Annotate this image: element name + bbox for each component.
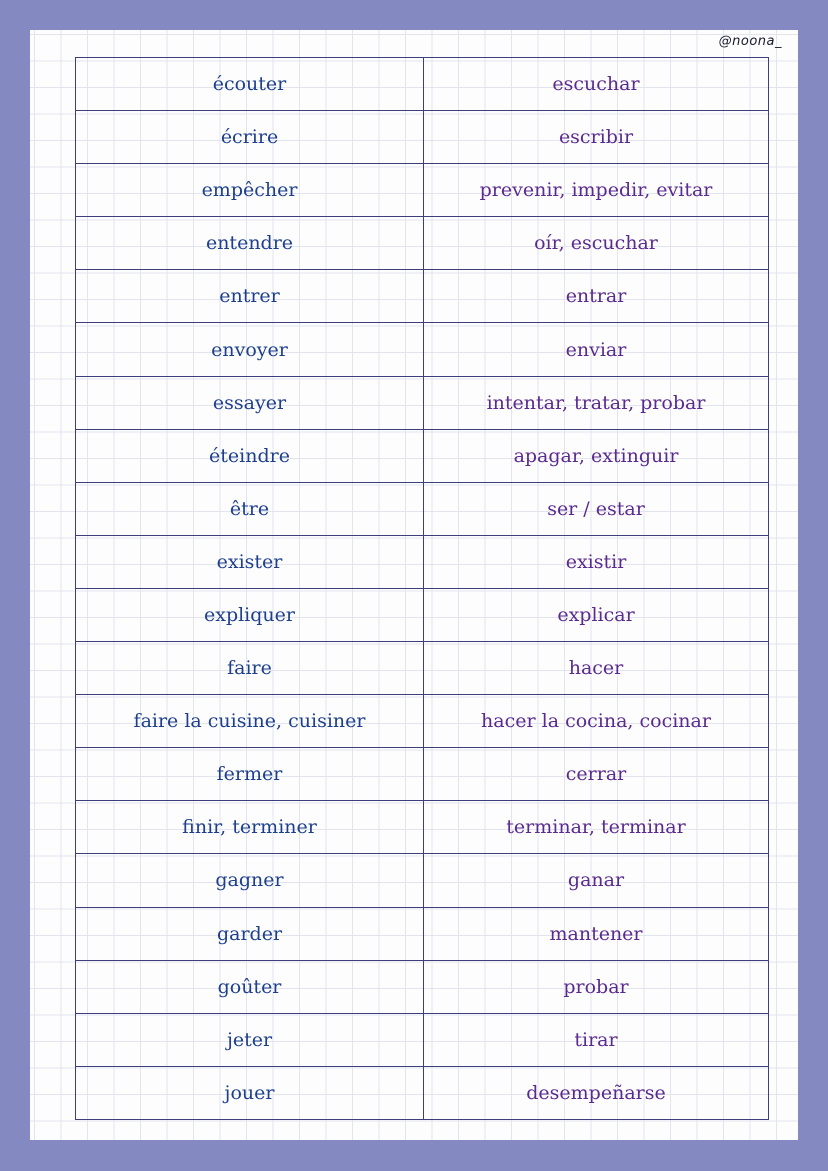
vocabulary-row [76, 854, 769, 907]
french-verb-cell: gagner [76, 854, 424, 907]
french-verb-cell: faire [76, 642, 424, 695]
french-verb-cell: garder [76, 907, 424, 960]
french-verb-cell: goûter [76, 960, 424, 1013]
spanish-translation-cell: prevenir, impedir, evitar [424, 164, 769, 217]
author-watermark: @noona_ [718, 34, 782, 49]
vocabulary-row [76, 588, 769, 641]
french-verb-cell: essayer [76, 376, 424, 429]
french-verb-cell: fermer [76, 748, 424, 801]
vocabulary-row [76, 58, 769, 111]
spanish-translation-cell: existir [424, 535, 769, 588]
french-verb-cell: expliquer [76, 588, 424, 641]
vocabulary-row [76, 323, 769, 376]
french-verb-cell: être [76, 482, 424, 535]
spanish-translation-cell: enviar [424, 323, 769, 376]
spanish-translation-cell: mantener [424, 907, 769, 960]
spanish-translation-cell: probar [424, 960, 769, 1013]
spanish-translation-cell: ser / estar [424, 482, 769, 535]
spanish-translation-cell: hacer [424, 642, 769, 695]
spanish-translation-cell: desempeñarse [424, 1066, 769, 1119]
vocabulary-row [76, 429, 769, 482]
french-verb-cell: entrer [76, 270, 424, 323]
spanish-translation-cell: tirar [424, 1013, 769, 1066]
vocabulary-row [76, 1066, 769, 1119]
french-verb-cell: écouter [76, 58, 424, 111]
french-verb-cell: faire la cuisine, cuisiner [76, 695, 424, 748]
french-verb-cell: finir, terminer [76, 801, 424, 854]
vocabulary-row [76, 695, 769, 748]
spanish-translation-cell: hacer la cocina, cocinar [424, 695, 769, 748]
vocabulary-row [76, 217, 769, 270]
vocabulary-row [76, 482, 769, 535]
spanish-translation-cell: entrar [424, 270, 769, 323]
french-verb-cell: entendre [76, 217, 424, 270]
french-verb-cell: écrire [76, 111, 424, 164]
vocabulary-row [76, 376, 769, 429]
vocabulary-row [76, 801, 769, 854]
vocabulary-row [76, 111, 769, 164]
graph-paper-sheet [30, 30, 798, 1140]
spanish-translation-cell: explicar [424, 588, 769, 641]
spanish-translation-cell: escuchar [424, 58, 769, 111]
french-verb-cell: jeter [76, 1013, 424, 1066]
vocabulary-row [76, 1013, 769, 1066]
vocabulary-table [75, 57, 769, 1120]
vocabulary-table-body [76, 58, 769, 1120]
spanish-translation-cell: escribir [424, 111, 769, 164]
spanish-translation-cell: oír, escuchar [424, 217, 769, 270]
french-verb-cell: empêcher [76, 164, 424, 217]
french-verb-cell: exister [76, 535, 424, 588]
vocabulary-row [76, 748, 769, 801]
spanish-translation-cell: ganar [424, 854, 769, 907]
french-verb-cell: jouer [76, 1066, 424, 1119]
vocabulary-row [76, 270, 769, 323]
vocabulary-row [76, 642, 769, 695]
spanish-translation-cell: cerrar [424, 748, 769, 801]
vocabulary-row [76, 535, 769, 588]
vocabulary-row [76, 907, 769, 960]
spanish-translation-cell: apagar, extinguir [424, 429, 769, 482]
french-verb-cell: éteindre [76, 429, 424, 482]
vocabulary-row [76, 164, 769, 217]
spanish-translation-cell: intentar, tratar, probar [424, 376, 769, 429]
french-verb-cell: envoyer [76, 323, 424, 376]
vocabulary-row [76, 960, 769, 1013]
spanish-translation-cell: terminar, terminar [424, 801, 769, 854]
